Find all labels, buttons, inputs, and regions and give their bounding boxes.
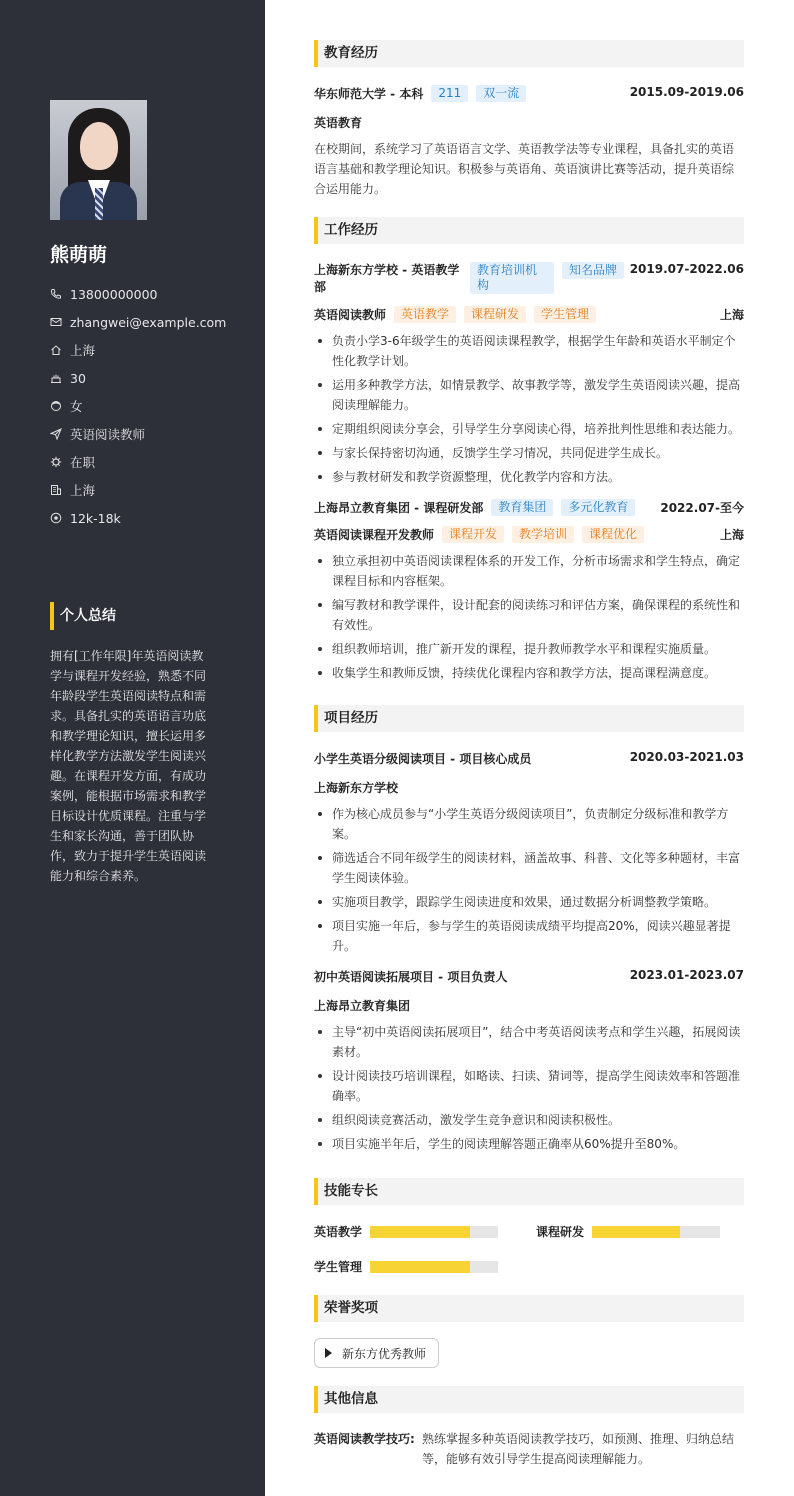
contact-text: 12k-18k (70, 510, 121, 526)
home-icon (50, 344, 62, 356)
summary-text: 拥有[工作年限]年英语阅读教学与课程开发经验，熟悉不同年龄段学生英语阅读特点和需求。具备扎实的英语语言功底和教学理论知识，擅长运用多样化教学方法激发学生阅读兴趣。在课程开发方面，有成功案例，能根据市场需求和教学目标设计优质课程。注重与学生和家长沟通，善于团队协作，致力于提升学生英语阅读能力和综合素养。 (50, 649, 207, 883)
list-item: 编写教材和教学课件，设计配套的阅读练习和评估方案，确保课程的系统性和有效性。 (314, 595, 744, 635)
list-item: 定期组织阅读分享会，引导学生分享阅读心得，培养批判性思维和表达能力。 (314, 419, 744, 439)
list-item: 独立承担初中英语阅读课程体系的开发工作，分析市场需求和学生特点，确定课程目标和内容框架。 (314, 551, 744, 591)
other-info-text: 熟练掌握多种英语阅读教学技巧，如预测、推理、归纳总结等，能够有效引导学生提高阅读理解能力。 (422, 1432, 735, 1466)
project-org: 上海新东方学校 (314, 781, 399, 795)
contact-phone (50, 280, 250, 308)
company-tag: 教育培训机构 (470, 262, 554, 294)
contact-age (50, 364, 250, 392)
list-item: 运用多种教学方法，如情景教学、故事教学等，激发学生英语阅读兴趣，提高阅读理解能力。 (314, 375, 744, 415)
school-name: 华东师范大学 - 本科 (314, 87, 424, 101)
list-item: 项目实施半年后，学生的阅读理解答题正确率从60%提升至80%。 (314, 1134, 744, 1154)
contact-gender (50, 392, 250, 420)
contact-text: zhangwei@example.com (70, 314, 227, 330)
list-item: 组织教师培训，推广新开发的课程，提升教师教学水平和课程实施质量。 (314, 639, 744, 659)
company-tag: 教育集团 (491, 499, 553, 516)
status-icon (50, 456, 62, 468)
section-heading-projects: 项目经历 (314, 705, 744, 732)
school-tag: 211 (431, 85, 468, 102)
job-city: 上海 (719, 308, 744, 322)
contact-location (50, 336, 250, 364)
project-item (314, 750, 744, 956)
skill-bar-fill (592, 1226, 680, 1238)
contact-position (50, 420, 250, 448)
skill-item (536, 1223, 736, 1240)
phone-icon (50, 288, 62, 300)
work-role-row (314, 306, 744, 323)
mail-icon (50, 316, 62, 328)
skill-tag: 课程优化 (582, 526, 644, 543)
skill-bar (592, 1226, 720, 1238)
company-name: 上海新东方学校 - 英语教学部 (314, 263, 460, 294)
company-tag: 多元化教育 (561, 499, 635, 516)
work-role-row (314, 526, 744, 543)
school-tag: 双一流 (476, 85, 526, 102)
skill-tag: 课程研发 (464, 306, 526, 323)
award-label: 新东方优秀教师 (342, 1346, 427, 1361)
project-org: 上海昂立教育集团 (314, 999, 411, 1013)
building-icon (50, 484, 62, 496)
contact-email (50, 308, 250, 336)
contact-text: 上海 (70, 343, 96, 358)
section-heading-skills: 技能专长 (314, 1178, 744, 1205)
list-item: 筛选适合不同年级学生的阅读材料，涵盖故事、科普、文化等多种题材，丰富学生阅读体验。 (314, 848, 744, 888)
work-item (314, 262, 744, 487)
contact-work-city (50, 476, 250, 504)
company-name: 上海昂立教育集团 - 课程研发部 (314, 501, 484, 515)
play-icon (325, 1348, 332, 1358)
project-name: 初中英语阅读拓展项目 - 项目负责人 (314, 970, 508, 984)
company-tag: 知名品牌 (562, 262, 624, 279)
salary-icon (50, 512, 62, 524)
contact-text: 13800000000 (70, 286, 158, 302)
skill-bar (370, 1261, 498, 1273)
skill-name: 学生管理 (314, 1260, 363, 1274)
profile-name: 熊萌萌 (50, 244, 108, 266)
contact-text: 30 (70, 370, 86, 386)
education-header (314, 85, 744, 102)
section-heading-other: 其他信息 (314, 1386, 744, 1413)
list-item: 实施项目教学，跟踪学生阅读进度和效果，通过数据分析调整教学策略。 (314, 892, 744, 912)
job-role: 英语阅读课程开发教师 (314, 528, 435, 542)
education-desc: 在校期间，系统学习了英语语言文学、英语教学法等专业课程，具备扎实的英语语言基础和教学理论知识。积极参与英语角、英语演讲比赛等活动，提升英语综合运用能力。 (314, 142, 735, 196)
section-heading-awards: 荣誉奖项 (314, 1295, 744, 1322)
project-item (314, 968, 744, 1154)
work-item (314, 499, 744, 683)
work-date: 2022.07-至今 (660, 501, 744, 515)
project-name: 小学生英语分级阅读项目 - 项目核心成员 (314, 752, 532, 766)
skill-tag: 英语教学 (394, 306, 456, 323)
list-item: 作为核心成员参与“小学生英语分级阅读项目”，负责制定分级标准和教学方案。 (314, 804, 744, 844)
work-date: 2019.07-2022.06 (629, 262, 744, 276)
profile-photo (50, 100, 147, 220)
list-item: 参与教材研发和教学资源整理，优化教学内容和方法。 (314, 467, 744, 487)
list-item: 设计阅读技巧培训课程，如略读、扫读、猜词等，提高学生阅读效率和答题准确率。 (314, 1066, 744, 1106)
job-city: 上海 (719, 528, 744, 542)
work-header (314, 499, 744, 516)
contact-text: 英语阅读教师 (70, 427, 146, 442)
list-item: 主导“初中英语阅读拓展项目”，结合中考英语阅读考点和学生兴趣，拓展阅读素材。 (314, 1022, 744, 1062)
list-item: 项目实施一年后，参与学生的英语阅读成绩平均提高20%，阅读兴趣显著提升。 (314, 916, 744, 956)
awards-list (314, 1338, 744, 1368)
project-date: 2023.01-2023.07 (629, 968, 744, 982)
list-item: 负责小学3-6年级学生的英语阅读课程教学，根据学生年龄和英语水平制定个性化教学计划。 (314, 331, 744, 371)
contact-text: 上海 (70, 483, 96, 498)
send-icon (50, 428, 62, 440)
skill-bar (370, 1226, 498, 1238)
skill-bar-fill (370, 1226, 470, 1238)
contact-text: 女 (70, 399, 83, 414)
skill-tag: 课程开发 (442, 526, 504, 543)
list-item: 组织阅读竞赛活动，激发学生竞争意识和阅读积极性。 (314, 1110, 744, 1130)
award-item[interactable] (314, 1338, 439, 1368)
skill-item (314, 1223, 514, 1240)
project-header (314, 968, 744, 985)
work-bullets (314, 551, 744, 683)
skill-item (314, 1258, 514, 1275)
education-major: 英语教育 (314, 116, 363, 130)
skill-bar-fill (370, 1261, 470, 1273)
list-item: 收集学生和教师反馈，持续优化课程内容和教学方法，提高课程满意度。 (314, 663, 744, 683)
main-content (314, 40, 744, 1469)
job-role: 英语阅读教师 (314, 308, 387, 322)
gender-icon (50, 400, 62, 412)
contact-text: 在职 (70, 455, 96, 470)
skill-name: 课程研发 (536, 1225, 585, 1239)
other-info-row (314, 1429, 744, 1469)
other-info-label: 英语阅读教学技巧: (314, 1432, 415, 1446)
skill-tag: 教学培训 (512, 526, 574, 543)
work-header (314, 262, 744, 296)
cake-icon (50, 372, 62, 384)
skill-name: 英语教学 (314, 1225, 363, 1239)
skill-tag: 学生管理 (534, 306, 596, 323)
summary-heading: 个人总结 (50, 602, 116, 630)
section-heading-education: 教育经历 (314, 40, 744, 67)
list-item: 与家长保持密切沟通，反馈学生学习情况，共同促进学生成长。 (314, 443, 744, 463)
work-bullets (314, 331, 744, 487)
project-date: 2020.03-2021.03 (629, 750, 744, 764)
education-date: 2015.09-2019.06 (629, 85, 744, 99)
contact-list (50, 280, 250, 532)
sidebar (0, 0, 265, 1496)
contact-status (50, 448, 250, 476)
contact-salary (50, 504, 250, 532)
project-bullets (314, 804, 744, 956)
skills-list (314, 1223, 744, 1275)
project-header (314, 750, 744, 767)
section-heading-work: 工作经历 (314, 217, 744, 244)
project-bullets (314, 1022, 744, 1154)
